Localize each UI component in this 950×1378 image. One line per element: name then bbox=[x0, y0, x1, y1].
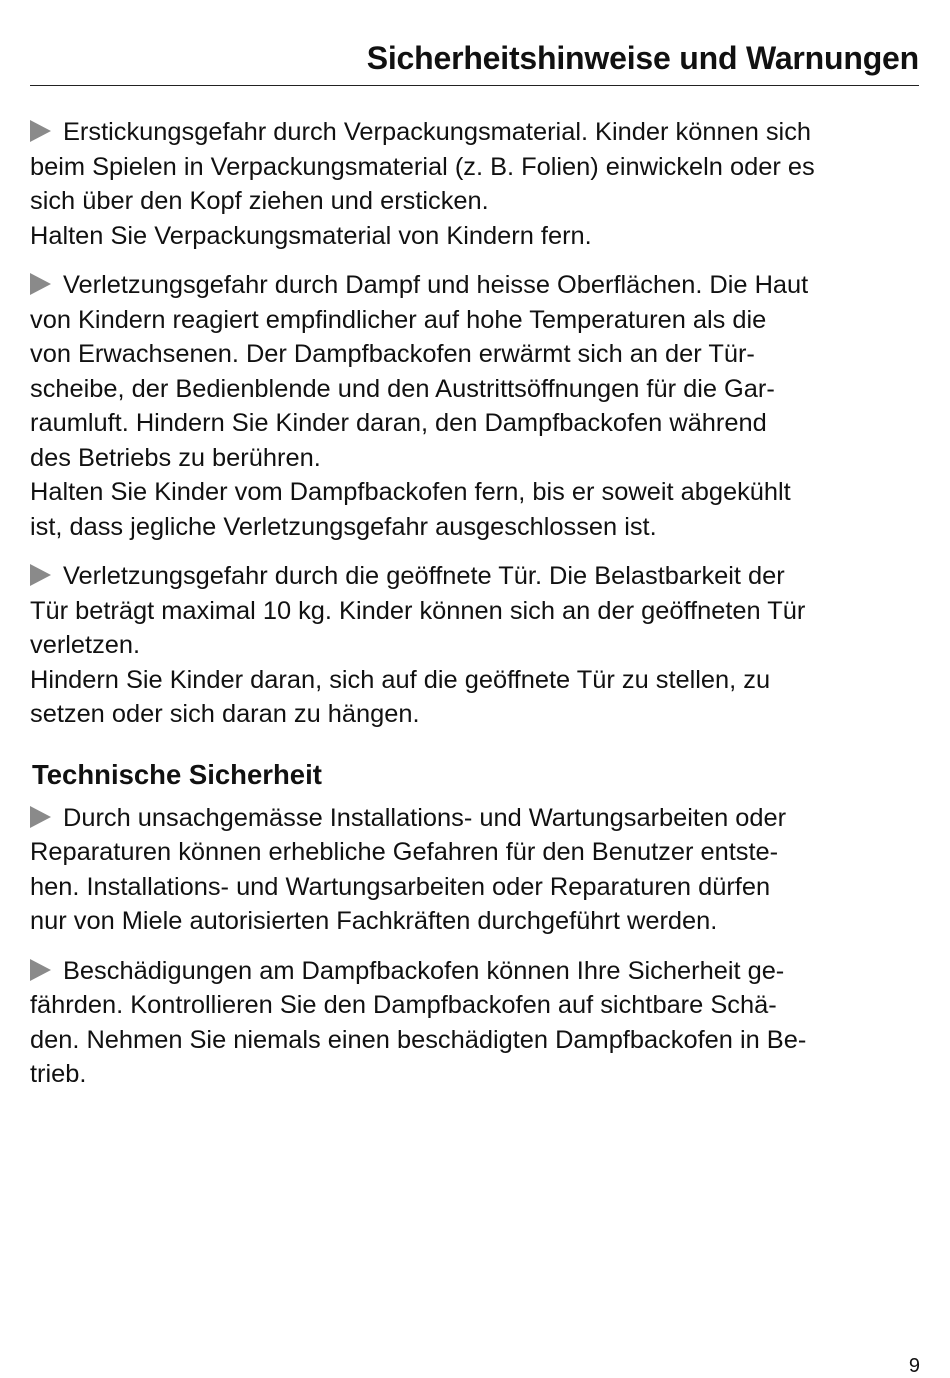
warning-open-door bbox=[30, 559, 922, 732]
text-line: Reparaturen können erhebliche Gefahren für den Benutzer entste- bbox=[30, 838, 779, 866]
text-line: ist, dass jegliche Verletzungsgefahr ausgeschlossen ist. bbox=[30, 512, 657, 541]
text-line: Erstickungsgefahr durch Verpackungsmaterial. Kinder können sich bbox=[30, 115, 922, 150]
page-number: 9 bbox=[908, 1355, 920, 1377]
text-line: Durch unsachgemässe Installations- und Wartungsarbeiten oder bbox=[30, 801, 922, 836]
text-line: verletzen. bbox=[30, 631, 141, 659]
text-line: scheibe, der Bedienblende und den Austrittsöffnungen für die Gar- bbox=[30, 374, 775, 403]
text-line: Verletzungsgefahr durch die geöffnete Tür. Die Belastbarkeit der bbox=[30, 559, 922, 594]
text-line: nur von Miele autorisierten Fachkräften durchgeführt werden. bbox=[30, 907, 718, 935]
text-line: Verletzungsgefahr durch Dampf und heisse Oberflächen. Die Haut bbox=[30, 268, 922, 303]
text-line: hen. Installations- und Wartungsarbeiten oder Reparaturen dürfen bbox=[30, 872, 771, 901]
text-line: trieb. bbox=[30, 1060, 87, 1088]
triangle-right-arrow-icon bbox=[30, 273, 51, 295]
triangle-right-arrow-icon bbox=[30, 959, 51, 981]
text-line: Halten Sie Verpackungsmaterial von Kindern fern. bbox=[30, 221, 592, 250]
text-line: von Kindern reagiert empfindlicher auf hohe Temperaturen als die bbox=[30, 305, 767, 334]
text-line: raumluft. Hindern Sie Kinder daran, den Dampfbackofen während bbox=[30, 409, 767, 437]
text-line: sich über den Kopf ziehen und ersticken. bbox=[30, 187, 489, 215]
text-line: den. Nehmen Sie niemals einen beschädigten Dampfbackofen in Be- bbox=[30, 1025, 807, 1054]
page-content bbox=[30, 115, 922, 1107]
page-title: Sicherheitshinweise und Warnungen bbox=[366, 40, 919, 76]
text-line: Tür beträgt maximal 10 kg. Kinder können sich an der geöffneten Tür bbox=[30, 596, 806, 625]
text-line: Hindern Sie Kinder daran, sich auf die geöffnete Tür zu stellen, zu bbox=[30, 665, 771, 694]
warning-damage bbox=[30, 954, 922, 1092]
triangle-right-arrow-icon bbox=[30, 564, 51, 586]
text-line: des Betriebs zu berühren. bbox=[30, 443, 321, 472]
text-line: von Erwachsenen. Der Dampfbackofen erwärmt sich an der Tür- bbox=[30, 340, 755, 368]
section-heading: Technische Sicherheit bbox=[32, 758, 322, 790]
triangle-right-arrow-icon bbox=[30, 120, 51, 142]
page-header bbox=[30, 38, 919, 86]
warning-steam-hot-surfaces bbox=[30, 268, 922, 544]
text-line: setzen oder sich daran zu hängen. bbox=[30, 700, 420, 728]
text-line: Beschädigungen am Dampfbackofen können Ihre Sicherheit ge- bbox=[30, 954, 922, 989]
text-line: beim Spielen in Verpackungsmaterial (z. B. Folien) einwickeln oder es bbox=[30, 152, 815, 181]
text-line: fährden. Kontrollieren Sie den Dampfbackofen auf sichtbare Schä- bbox=[30, 991, 777, 1019]
triangle-right-arrow-icon bbox=[30, 806, 51, 828]
warning-suffocation bbox=[30, 115, 922, 253]
warning-improper-installation bbox=[30, 801, 922, 939]
text-line: Halten Sie Kinder vom Dampfbackofen fern, bis er soweit abgekühlt bbox=[30, 478, 791, 506]
